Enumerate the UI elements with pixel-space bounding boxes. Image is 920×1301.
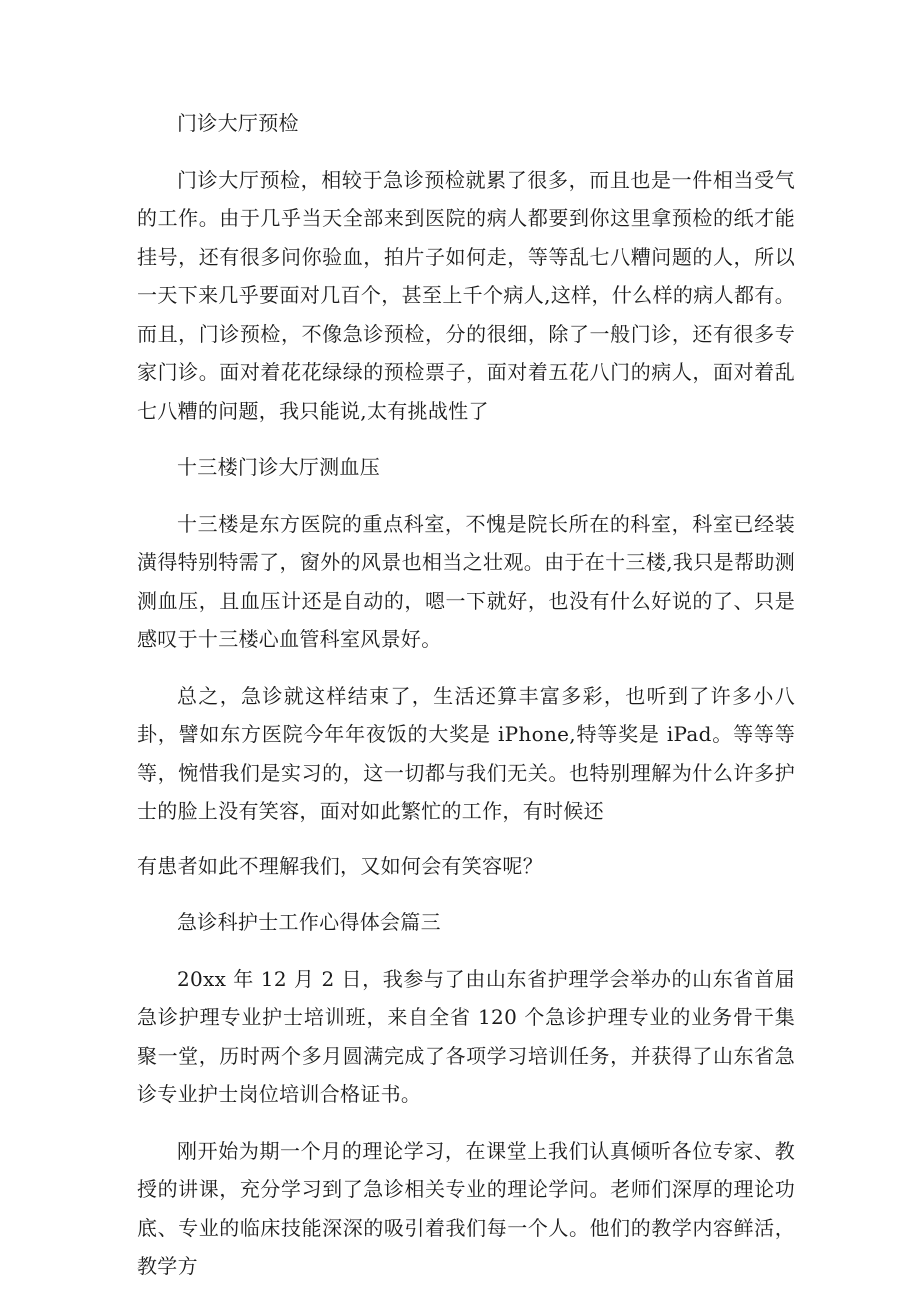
paragraph-floor13: 十三楼是东方医院的重点科室，不愧是院长所在的科室，科室已经装潢得特别特需了，窗外的风景也相当之壮观。由于在十三楼,我只是帮助测测血压，且血压计还是自动的，嗯一下就好，也没有什么好说的了、只是感叹于十三楼心血管科室风景好。 (137, 511, 795, 651)
section-heading-floor13-blood-pressure: 十三楼门诊大厅测血压 (177, 455, 380, 479)
section-heading-part-three: 急诊科护士工作心得体会篇三 (177, 910, 441, 934)
paragraph-summary-continued: 有患者如此不理解我们，又如何会有笑容呢？ (137, 853, 543, 878)
paragraph-outpatient-precheck: 门诊大厅预检，相较于急诊预检就累了很多，而且也是一件相当受气的工作。由于几乎当天全部来到医院的病人都要到你这里拿预检的纸才能挂号，还有很多问你验血，拍片子如何走，等等乱七八糟问题的人，所以一天下来几乎要面对几百个，甚至上千个病人,这样，什么样的病人都有。而且，门诊预检，不像急诊预检，分的很细，除了一般门诊，还有很多专家门诊。面对着花花绿绿的预检票子，面对着五花八门的病人，面对着乱七八糟的问题，我只能说,太有挑战性了 (137, 167, 795, 423)
section-heading-outpatient-precheck: 门诊大厅预检 (177, 111, 299, 135)
paragraph-training: 20xx 年 12 月 2 日，我参与了由山东省护理学会举办的山东省首届急诊护理专业护士培训班，来自全省 120 个急诊护理专业的业务骨干集聚一堂，历时两个多月圆满完成了各项学习培训任务，并获得了山东省急诊专业护士岗位培训合格证书。 (137, 966, 795, 1106)
paragraph-theory-study: 刚开始为期一个月的理论学习，在课堂上我们认真倾听各位专家、教授的讲课，充分学习到了急诊相关专业的理论学问。老师们深厚的理论功底、专业的临床技能深深的吸引着我们每一个人。他们的教学内容鲜活，教学方 (137, 1138, 795, 1278)
paragraph-summary: 总之，急诊就这样结束了，生活还算丰富多彩，也听到了许多小八卦，譬如东方医院今年年夜饭的大奖是 iPhone,特等奖是 iPad。等等等等，惋惜我们是实习的，这一切都与我们无关。也特别理解为什么许多护士的脸上没有笑容，面对如此繁忙的工作，有时候还 (137, 683, 795, 823)
document-body (137, 104, 795, 1286)
